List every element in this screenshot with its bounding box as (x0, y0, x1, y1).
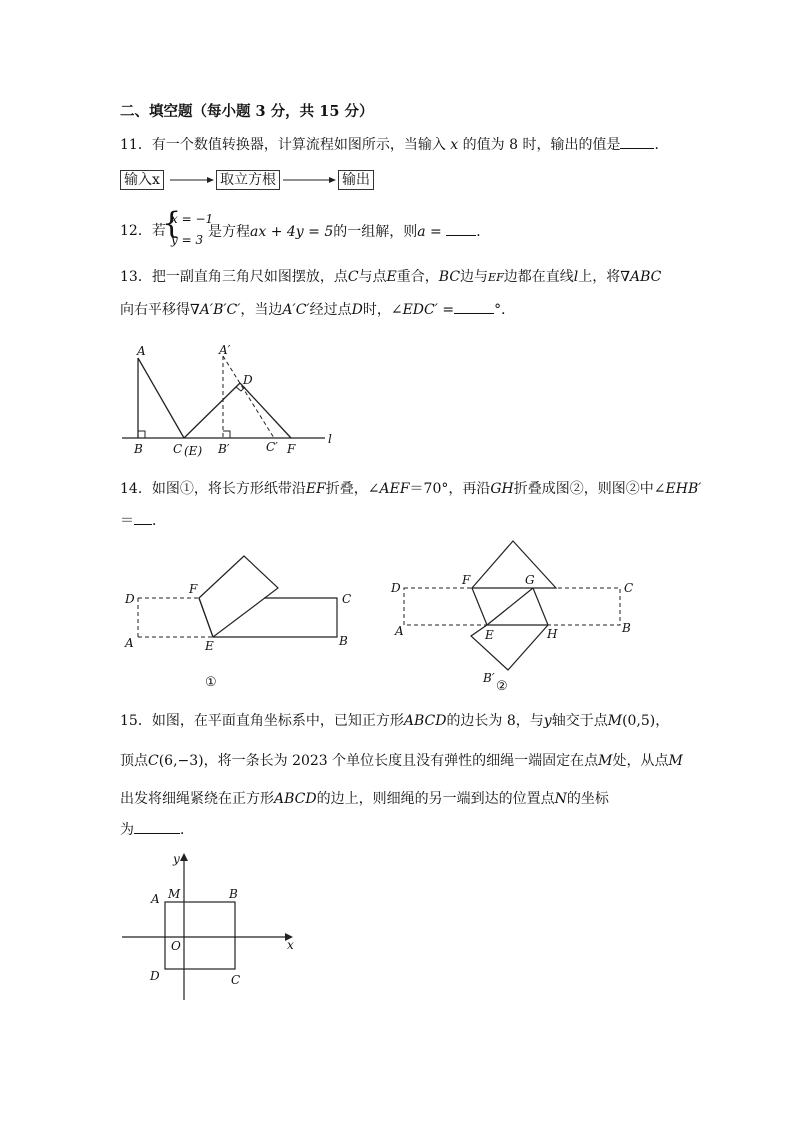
q15-M2: M (598, 753, 613, 769)
fig-M: M (168, 887, 181, 901)
fig-y: y (173, 852, 180, 866)
q14-number: 14． (120, 481, 152, 497)
fig2-D: D (391, 581, 401, 595)
q15-C: C (148, 753, 159, 769)
q13-l2e: °． (494, 302, 516, 318)
fig1-C: C (342, 592, 352, 606)
fig2-F: F (462, 573, 471, 587)
q13-BC: BC (438, 269, 461, 285)
q15-N: N (554, 791, 567, 807)
fig2-C: C (624, 581, 634, 595)
y-axis-arrow (180, 853, 188, 861)
square-ABCD (165, 902, 235, 969)
q15-M: M (607, 713, 623, 729)
q13-D: D (351, 302, 363, 318)
label-F: F (287, 442, 296, 456)
fig-A: A (151, 892, 160, 906)
q12-num: 12． (120, 223, 152, 239)
q15-l3b: 的边上，则细绳的另一端到达的位置点 (316, 791, 555, 807)
fig2-B: B (622, 621, 631, 635)
q13-l1a: 把一副直角三角尺如图摆放，点 (151, 269, 348, 285)
q12-a-eq: a = (417, 224, 442, 240)
q11-var-x: x (450, 137, 459, 153)
q13-l: l (573, 269, 579, 285)
label-A2: A′ (219, 343, 231, 357)
flow-box-cuberoot: 取立方根 (216, 170, 280, 190)
q15-l1c: 轴交于点 (551, 713, 608, 729)
q14-GH: GH (490, 481, 514, 497)
q11-text-mid: 的值为 8 时，输出的值是 (462, 137, 621, 153)
q15-l2a: 顶点 (120, 753, 148, 769)
fig2-A: A (395, 624, 404, 638)
q15-M-coord: (0,5) (622, 713, 656, 729)
fig2-B2: B′ (483, 671, 495, 685)
q13-tri1: ∇ABC (620, 269, 662, 285)
q15-l2b: ，将一条长为 2023 个单位长度且没有弹性的细绳一端固定在点 (203, 753, 599, 769)
label-l: l (328, 432, 332, 446)
label-E: (E) (184, 444, 203, 458)
q15-l4a: 为 (120, 822, 134, 838)
q11-text-before: 有一个数值转换器，计算流程如图所示，当输入 (151, 137, 446, 153)
q15-l3a: 出发将细绳紧绕在正方形 (120, 791, 274, 807)
label-A: A (137, 344, 146, 358)
q15-end: ． (180, 822, 194, 838)
fig1-A: A (125, 636, 134, 650)
q12-eq2: y = 3 (171, 233, 204, 247)
label-D: D (243, 373, 253, 387)
q14-end: ． (152, 513, 166, 529)
label-B: B (134, 442, 143, 456)
fig-x: x (287, 938, 294, 952)
q13-E: E (386, 269, 397, 285)
fig-O: O (171, 939, 181, 953)
q13-l1e: 边都在直线 (503, 269, 574, 285)
fig-B: B (229, 887, 238, 901)
q14-AEF: AEF (379, 481, 410, 497)
q12-eq1: x = −1 (171, 212, 214, 226)
q12-brace: { (162, 206, 182, 241)
q14-EF: EF (305, 481, 326, 497)
q13-l2d: 时， (362, 302, 391, 318)
q13-l1b: 与点 (358, 269, 387, 285)
label-C2: C′ (266, 440, 278, 454)
label-B2: B′ (218, 442, 230, 456)
fig2-H: H (547, 627, 558, 641)
q15-M3: M (668, 753, 683, 769)
q15-y: y (543, 713, 552, 729)
q13-l1f: 上，将 (578, 269, 621, 285)
fig1-F: F (189, 582, 198, 596)
q14-ta: 如图①，将长方形纸带沿 (151, 481, 306, 497)
q15-ABCD: ABCD (403, 713, 447, 729)
q15-ABCD2: ABCD (274, 791, 317, 807)
q15-l1d: ， (655, 713, 670, 729)
q13-AC: A′C′ (282, 302, 310, 318)
fig1-E: E (205, 639, 214, 653)
q13-l1d: 边与 (460, 269, 489, 285)
q13-tri2: ∇A′B′C′ (190, 302, 241, 318)
q13-l2c: 经过点 (309, 302, 352, 318)
q13-l2b: ，当边 (240, 302, 283, 318)
q14-td: 折叠成图②，则图②中∠ (513, 481, 666, 497)
q12-text-mid: 是方程 (208, 224, 250, 240)
q15-l3c: 的坐标 (566, 791, 609, 807)
q14-tc: ＝70°，再沿 (409, 481, 491, 497)
q13-C: C (347, 269, 359, 285)
fig2-E: E (485, 628, 494, 642)
q12-text-after: 的一组解，则 (333, 224, 418, 240)
flow-box-output: 输出 (338, 170, 374, 190)
fig-D: D (150, 969, 160, 983)
q13-EF: EF (488, 271, 504, 284)
fig1-D: D (125, 592, 135, 606)
q12-text-end: ． (476, 224, 491, 240)
label-C: C (173, 442, 183, 456)
q14-tb: 折叠，∠ (325, 481, 380, 497)
q13-number: 13． (120, 269, 152, 285)
fig1-num: ① (205, 675, 217, 690)
section-title: 二、填空题（每小题 3 分，共 15 分） (120, 103, 374, 120)
flow-box-input: 输入x (120, 170, 164, 190)
q13-l1c: 重合， (396, 269, 439, 285)
q12-if: 若 (151, 223, 166, 239)
q12-equation: ax + 4y = 5 (250, 224, 334, 240)
q14-eq: ＝ (120, 513, 134, 529)
fig2-G: G (525, 573, 535, 587)
q15-l1b: 的边长为 8，与 (446, 713, 544, 729)
q15-number: 15． (120, 713, 152, 729)
q13-angle: ∠EDC′ = (390, 302, 455, 318)
fig1-B: B (339, 634, 348, 648)
q11-text-end: ． (654, 137, 669, 153)
q15-l1a: 如图，在平面直角坐标系中，已知正方形 (151, 713, 404, 729)
fig2-num: ② (496, 679, 508, 694)
q13-l2a: 向右平移得 (120, 302, 190, 318)
q14-EHB: EHB′ (665, 481, 702, 497)
q15-l2c: 处，从点 (612, 753, 669, 769)
q11-number: 11． (120, 137, 152, 153)
fig-C: C (231, 973, 241, 987)
q15-C-coord: (6,−3) (158, 753, 204, 769)
